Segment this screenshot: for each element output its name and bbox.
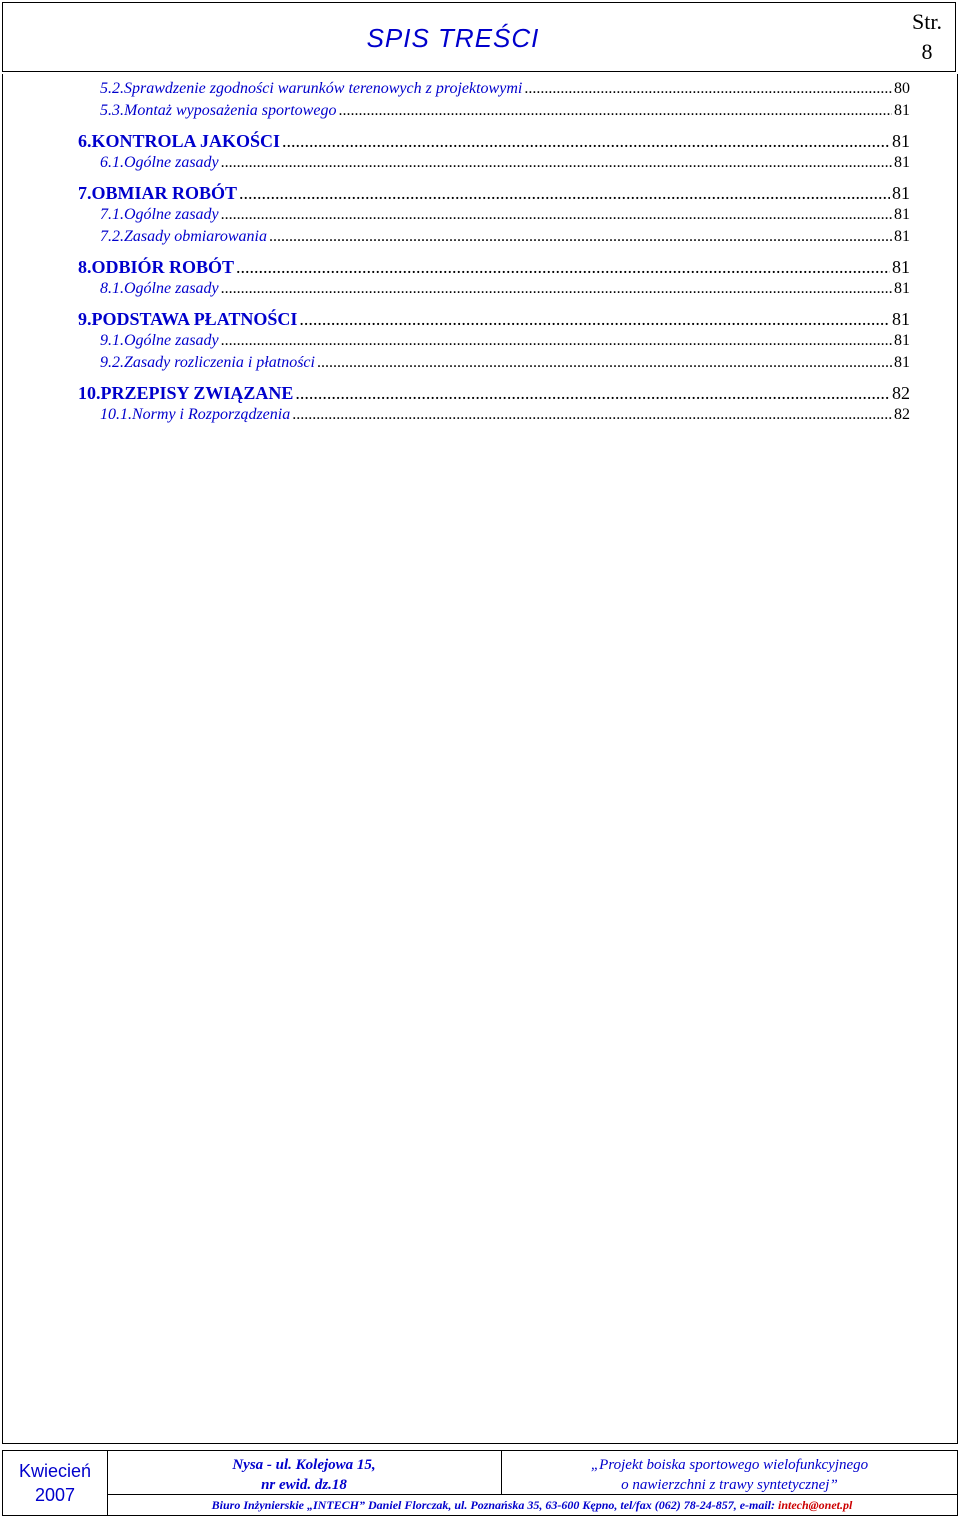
toc-entry-label: 7.1.Ogólne zasady [100,206,219,223]
toc-entry-label: 6.KONTROLA JAKOŚCI [78,131,281,151]
toc-entry[interactable] [78,352,910,374]
page-label: Str. [912,9,942,34]
toc-entry[interactable] [78,256,910,278]
footer-year: 2007 [34,1485,76,1505]
footer-office-text: Biuro Inżynierskie „INTECH” Daniel Florczak, ul. Poznańska 35, 63-600 Kępno, tel/fax (062) 78-24-857, e-mail: [211,1498,779,1512]
toc-leader-dots [221,204,892,226]
toc-entry[interactable] [78,226,910,248]
toc-leader-dots [269,226,892,248]
toc-leader-dots [221,278,892,300]
footer-project-line1: „Projekt boiska sportowego wielofunkcyjnego [590,1457,869,1473]
toc-entry-label: 5.2.Sprawdzenie zgodności warunków terenowych z projektowymi [100,80,523,97]
toc-entry-page: 82 [894,406,910,423]
toc-entry-label: 9.PODSTAWA PŁATNOŚCI [78,309,298,329]
toc-entry[interactable] [78,382,910,404]
toc-leader-dots [221,330,892,352]
toc-entry-label: 9.2.Zasady rozliczenia i płatności [100,354,315,371]
toc-leader-dots [317,352,892,374]
toc-entry-page: 81 [892,309,910,329]
table-of-contents [78,78,910,426]
toc-entry-page: 81 [894,228,910,245]
toc-entry[interactable] [78,404,910,426]
toc-entry-page: 80 [894,80,910,97]
toc-entry-label: 7.2.Zasady obmiarowania [100,228,267,245]
toc-entry-label: 7.OBMIAR ROBÓT [78,183,238,203]
toc-entry[interactable] [78,330,910,352]
page-number-box [899,3,955,73]
toc-entry[interactable] [78,308,910,330]
toc-entry[interactable] [78,78,910,100]
footer-month: Kwiecień [18,1461,92,1481]
toc-entry[interactable] [78,204,910,226]
toc-entry[interactable] [78,130,910,152]
toc-entry-page: 81 [894,332,910,349]
toc-entry-label: 10.PRZEPISY ZWIĄZANE [78,383,294,403]
toc-entry-page: 82 [892,383,910,403]
toc-entry-label: 8.1.Ogólne zasady [100,280,219,297]
toc-leader-dots [282,130,890,152]
toc-entry-label: 8.ODBIÓR ROBÓT [78,257,235,277]
footer-location [107,1451,502,1495]
toc-entry[interactable] [78,152,910,174]
footer-email-link[interactable]: intech@onet.pl [778,1498,853,1512]
toc-entry-page: 81 [894,280,910,297]
toc-entry-page: 81 [894,206,910,223]
toc-entry-page: 81 [892,257,910,277]
toc-entry-page: 81 [892,131,910,151]
toc-leader-dots [292,404,892,426]
toc-entry-label: 10.1.Normy i Rozporządzenia [100,406,291,423]
toc-leader-dots [236,256,890,278]
toc-entry-page: 81 [892,183,910,203]
footer-date [3,1451,108,1515]
footer-location-line1: Nysa - ul. Kolejowa 15, [232,1457,376,1473]
toc-leader-dots [295,382,890,404]
toc-entry-label: 5.3.Montaż wyposażenia sportowego [100,102,337,119]
footer-project [502,1451,957,1495]
toc-leader-dots [338,100,892,122]
page-number: 8 [921,39,933,64]
toc-entry-page: 81 [894,354,910,371]
toc-entry[interactable] [78,100,910,122]
toc-entry-page: 81 [894,154,910,171]
toc-leader-dots [299,308,890,330]
toc-entry-label: 9.1.Ogólne zasady [100,332,219,349]
page-header [2,2,956,72]
toc-leader-dots [221,152,892,174]
toc-entry-page: 81 [894,102,910,119]
document-title: SPIS TREŚCI [366,22,540,53]
page-footer [2,1450,958,1516]
footer-location-line2: nr ewid. dz.18 [261,1477,347,1493]
toc-leader-dots [239,182,890,204]
footer-office [107,1495,957,1515]
toc-leader-dots [524,78,892,100]
footer-project-line2: o nawierzchni z trawy syntetycznej” [621,1477,838,1493]
toc-entry[interactable] [78,278,910,300]
toc-entry-label: 6.1.Ogólne zasady [100,154,219,171]
toc-entry[interactable] [78,182,910,204]
